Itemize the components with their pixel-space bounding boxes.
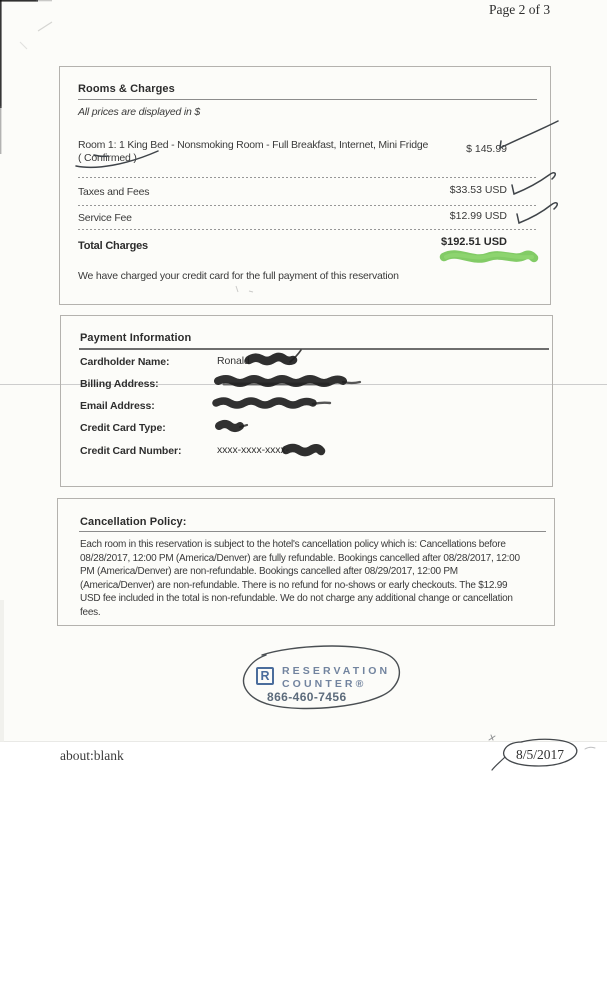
email-address-label: Email Address:	[80, 400, 155, 412]
reservation-counter-phone: 866-460-7456	[267, 690, 347, 704]
paper-bottom-edge	[0, 741, 607, 742]
reservation-counter-name-line2: COUNTER®	[282, 678, 367, 690]
credit-card-number-label: Credit Card Number:	[80, 445, 182, 457]
cardholder-name-label: Cardholder Name:	[80, 356, 170, 368]
footer-date: 8/5/2017	[516, 747, 565, 762]
cardholder-name-value: Ronald	[217, 355, 250, 367]
credit-card-type-label: Credit Card Type:	[80, 422, 166, 434]
fee-row-label: Taxes and Fees	[78, 186, 150, 198]
cancellation-title-rule	[79, 531, 546, 532]
cancellation-policy-line: PM (America/Denver) are non-refundable. Bookings cancelled after 08/29/2017, 12:00 PM	[80, 566, 458, 577]
total-charges-value: $192.51 USD	[440, 236, 507, 248]
reservation-counter-name-line1: RESERVATION	[282, 665, 391, 677]
divider-dashed	[78, 177, 538, 178]
payment-title-rule	[79, 348, 549, 350]
room-description: Room 1: 1 King Bed - Nonsmoking Room - Full Breakfast, Internet, Mini Fridge	[78, 139, 429, 151]
total-charges-label: Total Charges	[78, 240, 148, 252]
rooms-charges-title-rule	[78, 99, 537, 100]
fee-row-label: Service Fee	[78, 212, 132, 224]
room-price: $ 145.99	[466, 143, 507, 155]
footer-url-text: about:blank	[60, 748, 124, 763]
reservation-counter-logo-monogram: R	[256, 667, 274, 685]
cancellation-policy-title: Cancellation Policy:	[80, 516, 187, 528]
cancellation-policy-line: 08/28/2017, 12:00 PM (America/Denver) are fully refundable. Bookings cancelled after 08/28/2017, 12:00	[80, 552, 520, 564]
rooms-charges-title: Rooms & Charges	[78, 83, 175, 95]
payment-information-title: Payment Information	[80, 332, 192, 344]
cancellation-policy-line: Each room in this reservation is subject to the hotel's cancellation policy which is: Cancellations before	[80, 539, 506, 550]
cancellation-policy-line: (America/Denver) are non-refundable. There is no refund for no-shows or early checkouts. The $12.99	[80, 579, 508, 591]
fee-row-value: $33.53 USD	[449, 184, 507, 196]
cancellation-policy-line: fees.	[80, 606, 101, 618]
billing-address-label: Billing Address:	[80, 378, 159, 390]
divider-dashed	[78, 229, 538, 230]
cancellation-policy-line: USD fee included in the total is non-refundable. We do not charge any additional change or cancellation	[80, 593, 513, 604]
divider-dashed	[78, 205, 538, 206]
fee-row-value: $12.99 USD	[449, 210, 507, 222]
credit-card-number-value: xxxx-xxxx-xxxx-	[217, 444, 289, 456]
room-status: ( Confirmed )	[78, 152, 137, 164]
charged-note: We have charged your credit card for the full payment of this reservation	[78, 270, 399, 282]
page-indicator: Page 2 of 3	[489, 2, 551, 17]
prices-note: All prices are displayed in $	[78, 106, 201, 118]
